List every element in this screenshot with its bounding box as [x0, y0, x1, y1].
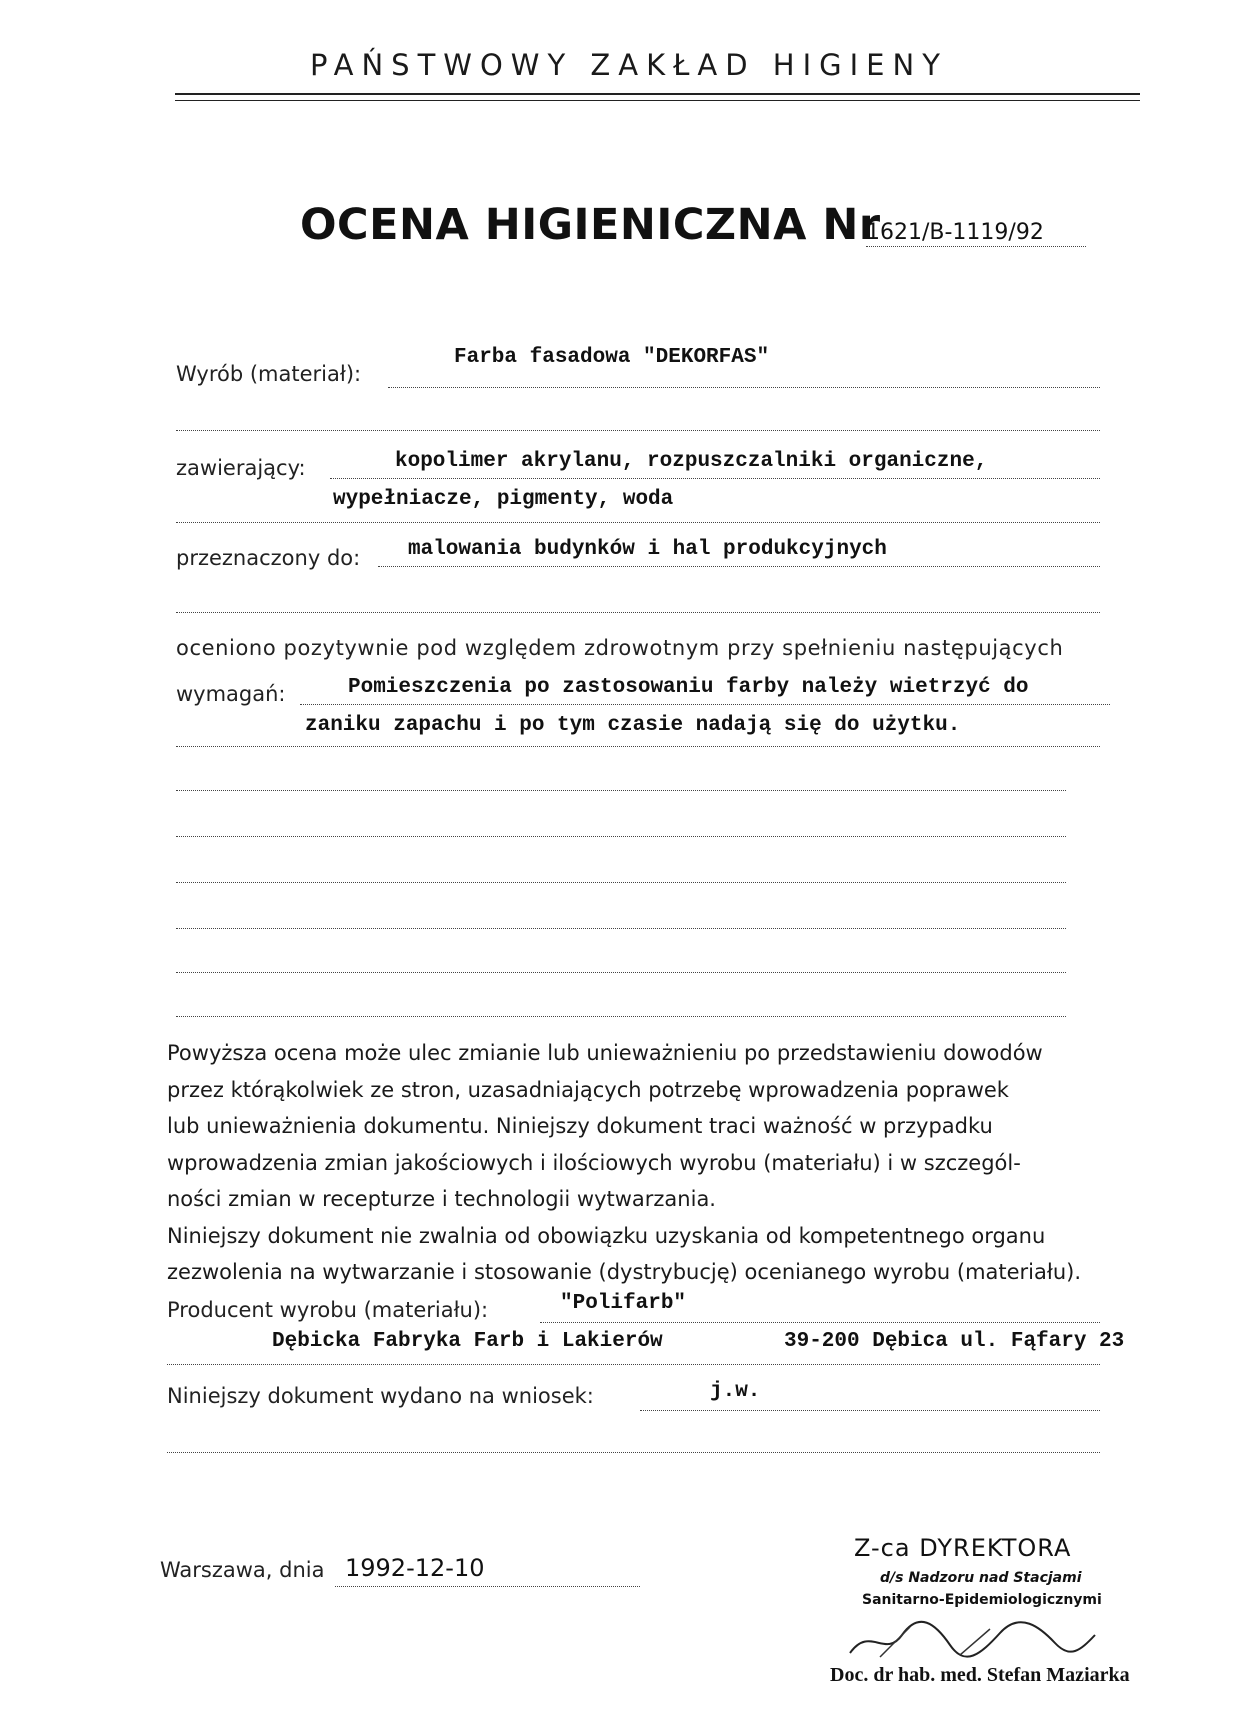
notice-line: wprowadzenia zmian jakościowych i ilościowych wyrobu (materiału) i w szczegól-	[167, 1150, 1021, 1175]
requirements-value-line2: zaniku zapachu i po tym czasie nadają się do użytku.	[305, 714, 961, 737]
stamp-line-1: d/s Nadzoru nad Stacjami	[880, 1570, 1082, 1586]
blank-line-9	[167, 1452, 1100, 1453]
stamp-line-2: Sanitarno-Epidemiologicznymi	[862, 1592, 1102, 1608]
notice-line: ności zmian w recepturze i technologii wytwarzania.	[167, 1187, 716, 1211]
purpose-value: malowania budynków i hal produkcyjnych	[408, 538, 887, 561]
document-title: OCENA HIGIENICZNA Nr	[300, 200, 881, 250]
containing-value-line1: kopolimer akrylanu, rozpuszczalniki organiczne,	[395, 450, 988, 473]
requirements-line-1	[300, 704, 1110, 705]
containing-label: zawierający:	[176, 456, 306, 480]
notice-line: Powyższa ocena może ulec zmianie lub unieważnieniu po przedstawieniu dowodów	[167, 1041, 1043, 1065]
blank-line-1	[176, 430, 1100, 431]
producer-company: Dębicka Fabryka Farb i Lakierów	[272, 1330, 663, 1353]
product-label: Wyrób (materiał):	[176, 362, 362, 386]
containing-line-1	[330, 478, 1100, 479]
header-rule-top	[175, 93, 1140, 95]
signature-scribble	[840, 1615, 1100, 1665]
producer-address-line	[167, 1364, 1100, 1365]
blank-line-2	[176, 612, 1100, 613]
notice-line: lub unieważnienia dokumentu. Niniejszy dokument traci ważność w przypadku	[167, 1114, 993, 1138]
document-number-line	[866, 246, 1086, 247]
containing-line-2	[176, 522, 1100, 523]
signatory-name: Doc. dr hab. med. Stefan Maziarka	[830, 1664, 1130, 1686]
producer-line	[540, 1322, 1100, 1323]
requirements-line-2	[176, 746, 1100, 747]
request-label: Niniejszy dokument wydano na wniosek:	[167, 1384, 594, 1408]
purpose-label: przeznaczony do:	[176, 546, 361, 570]
producer-name: "Polifarb"	[560, 1292, 687, 1315]
blank-line-4	[176, 836, 1066, 837]
date-line	[335, 1586, 640, 1587]
assessment-text: oceniono pozytywnie pod względem zdrowotnym przy spełnieniu następujących	[176, 636, 1064, 660]
issue-date: 1992-12-10	[345, 1554, 485, 1582]
header-rule-bottom	[175, 100, 1140, 101]
place-label: Warszawa, dnia	[160, 1558, 325, 1582]
requirements-value-line1: Pomieszczenia po zastosowaniu farby należy wietrzyć do	[348, 676, 1029, 699]
request-value: j.w.	[710, 1380, 761, 1403]
blank-line-8	[176, 1016, 1066, 1017]
stamp-title: Z-ca DYREKTORA	[854, 1534, 1072, 1562]
product-value: Farba fasadowa "DEKORFAS"	[454, 346, 770, 369]
purpose-line	[378, 566, 1100, 567]
notice-line: przez którąkolwiek ze stron, uzasadniających potrzebę wprowadzenia poprawek	[167, 1077, 1009, 1102]
blank-line-3	[176, 790, 1066, 791]
requirements-label: wymagań:	[176, 682, 286, 706]
containing-value-line2: wypełniacze, pigmenty, woda	[333, 488, 674, 511]
document-number: 1621/B-1119/92	[866, 220, 1044, 245]
producer-location: 39-200 Dębica ul. Fąfary 23	[784, 1330, 1125, 1353]
notice-line: zezwolenia na wytwarzanie i stosowanie (dystrybucję) ocenianego wyrobu (materiału).	[167, 1260, 1082, 1284]
product-line	[388, 387, 1100, 388]
blank-line-7	[176, 972, 1066, 973]
blank-line-6	[176, 928, 1066, 929]
request-line	[640, 1410, 1100, 1411]
blank-line-5	[176, 882, 1066, 883]
producer-label: Producent wyrobu (materiału):	[167, 1298, 489, 1322]
institution-name: PAŃSTWOWY ZAKŁAD HIGIENY	[310, 48, 948, 82]
notice-line: Niniejszy dokument nie zwalnia od obowiązku uzyskania od kompetentnego organu	[167, 1223, 1046, 1248]
notice-paragraph	[167, 1035, 1187, 1291]
